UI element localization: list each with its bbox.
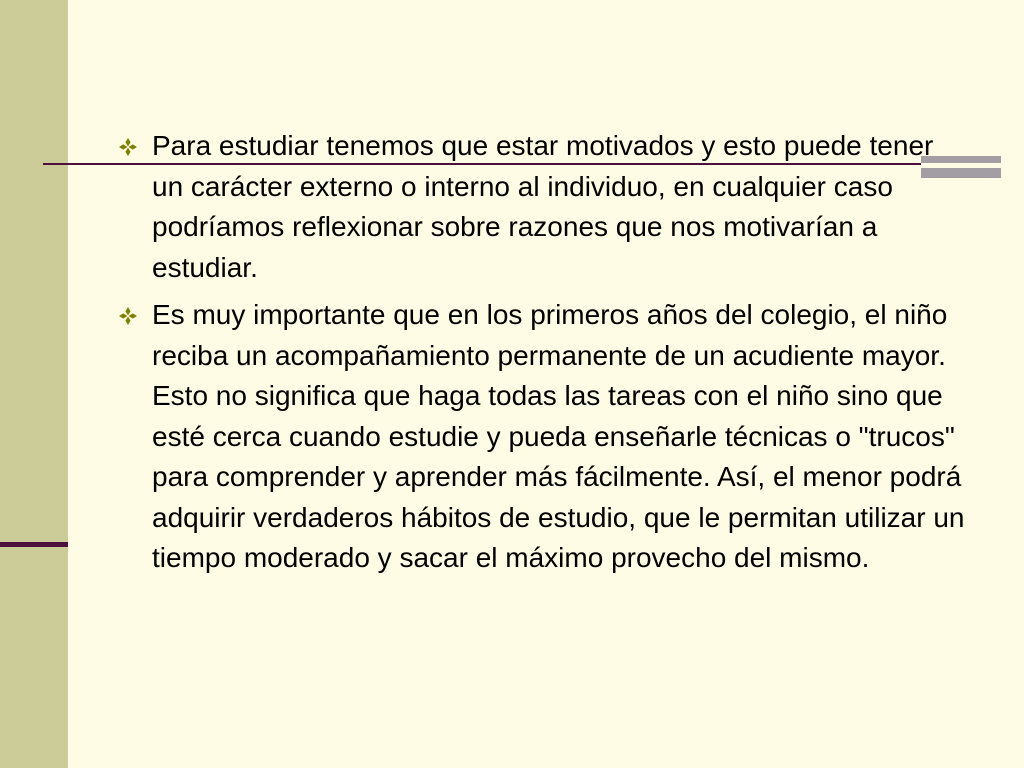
bullet-item: [118, 295, 968, 579]
side-band: [0, 0, 68, 768]
side-band-mark: [0, 542, 68, 547]
bullet-item: [118, 126, 968, 288]
bullet-text: Es muy importante que en los primeros años del colegio, el niño reciba un acompañamiento permanente de un acudiente mayor. Esto no significa que haga todas las tareas con el niño sino que esté cerca cuando estudie y pueda enseñarle técnicas o "trucos" para comprender y aprender más fácilmente. Así, el menor podrá adquirir verdaderos hábitos de estudio, que le permitan utilizar un tiempo moderado y sacar el máximo provecho del mismo.: [152, 299, 965, 573]
bullet-list: [118, 126, 968, 586]
diamond-bullet-icon: [118, 306, 138, 326]
diamond-bullet-icon: [118, 137, 138, 157]
bullet-text: Para estudiar tenemos que estar motivados y esto puede tener un carácter externo o interno al individuo, en cualquier caso podríamos reflexionar sobre razones que nos motivarían a estudiar.: [152, 130, 934, 283]
